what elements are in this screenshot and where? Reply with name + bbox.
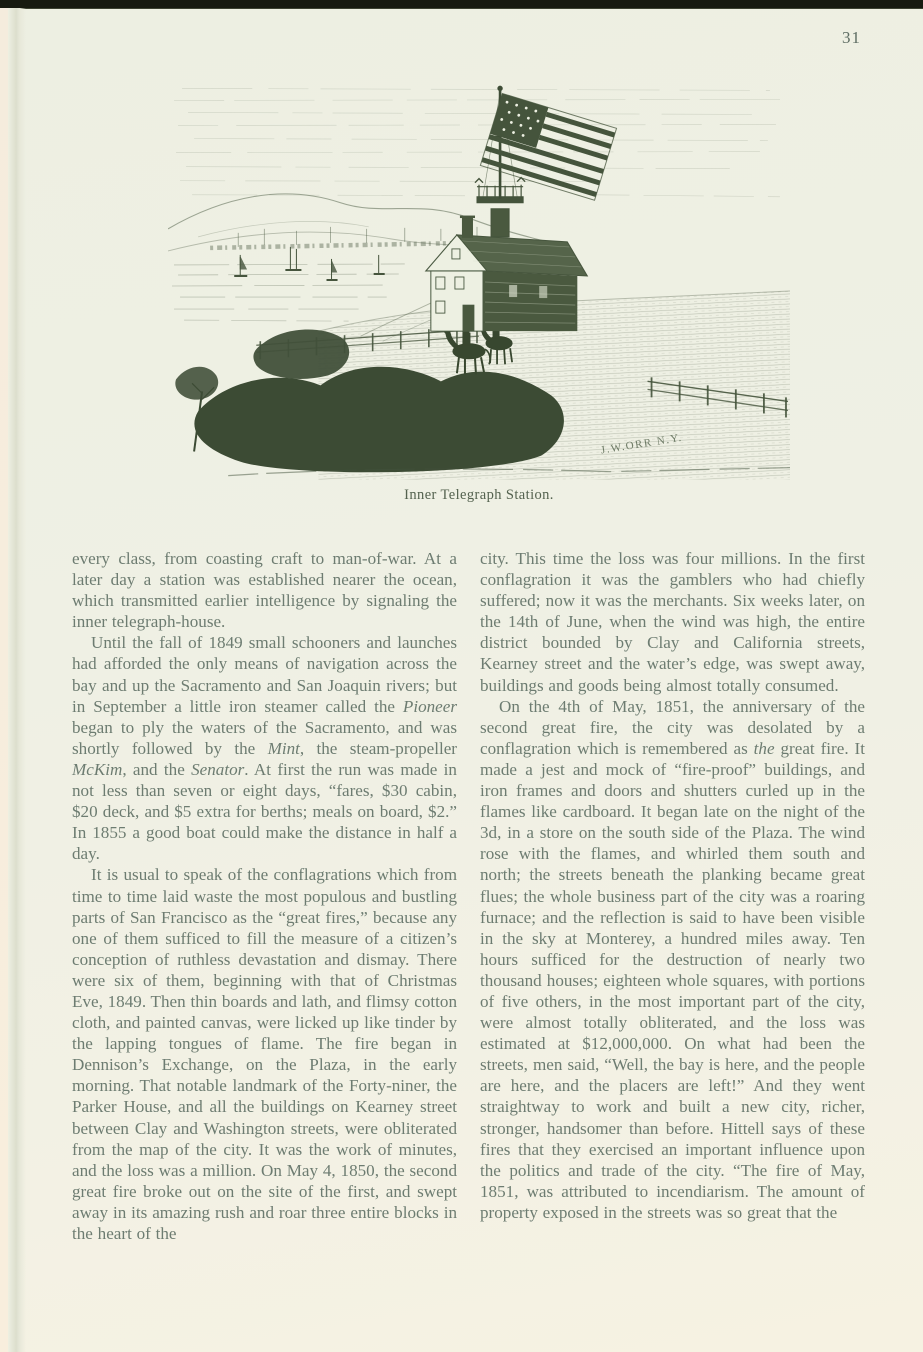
bay-water: [172, 264, 405, 321]
paragraph: It is usual to speak of the conflagrations which from time to time laid waste the most populous and bustling parts of San Francisco as the “great fires,” because any one of them sufficed to fill the measure of a citizen’s conception of ruthless devastation and dismay. There were six of them, beginning with that of Christmas Eve, 1849. Then thin boards and lath, and flimsy cotton cloth, and painted canvas, were licked up like tinder by the lapping tongues of flame. The fire began in Dennison’s Exchange, on the Plaza, in the early morning. That notable landmark of the Forty-niner, the Parker House, and all the buildings on Kearney street between Clay and Washington streets, were obliterated from the map of the city. It was the work of minutes, and the loss was a million. On May 4, 1850, the second great fire broke out on the site of the first, and swept away in its amazing rush and roar three entire blocks in the heart of the: [72, 865, 457, 1243]
engraving-svg: [168, 78, 790, 480]
figure-caption: Inner Telegraph Station.: [404, 487, 554, 503]
text-columns: [72, 548, 865, 1244]
sailing-ships: [234, 247, 384, 280]
page-left-edge: [0, 8, 8, 1352]
page-gutter-shadow: [8, 8, 26, 1352]
page-number: 31: [842, 28, 861, 47]
engraver-signature: J.W.ORR N.Y.: [599, 431, 684, 457]
right-column: [480, 548, 865, 1244]
paragraph: every class, from coasting craft to man-of-war. At a later day a station was established nearer the ocean, which transmitted earlier intelligence by signaling the inner telegraph-house.: [72, 549, 457, 632]
paragraph: Until the fall of 1849 small schooners and launches had afforded the only means of navigation across the bay and up the Sacramento and San Joaquin rivers; but in September a little iron steamer called the Pioneer began to ply the waters of the Sacramento, and was shortly followed by the Mint, the steam-propeller McKim, and the Senator. At first the run was made in not less than seven or eight days, “fares, $30 cabin, $20 deck, and $5 extra for berths; meals on board, $2.” In 1855 a good boat could make the distance in half a day.: [72, 633, 457, 864]
left-column: [72, 548, 457, 1244]
paragraph: On the 4th of May, 1851, the anniversary of the second great fire, the city was desolated by a conflagration which is remembered as the great fire. It made a jest and mock of “fire-proof” buildings, and iron frames and doors and shutters curled up in the flames like cardboard. It began late on the night of the 3d, in a store on the south side of the Plaza. The wind rose with the flames, and whirled them south and north; the streets beneath the planking became great flues; the whole business part of the city was a roaring furnace; and the reflection is said to have been visible in the sky at Monterey, a hundred miles away. Ten hours sufficed for the destruction of nearly two thousand houses; eighteen whole squares, with portions of five others, in the most important part of the city, were almost totally obliterated, and the loss was estimated at $12,000,000. On what had been the streets, men said, “Well, the bay is here, and the people are here, and the placers are left!” And they went straightway to work and built a new city, richer, stronger, handsomer than before. Hittell says of these fires that they exercised an important influence upon the politics and trade of the city. “The fire of May, 1851, was attributed to incendiarism. The amount of property exposed in the streets was so great that the: [480, 696, 865, 1222]
paragraph: city. This time the loss was four millions. In the first conflagration it was the gamblers who had chiefly suffered; now it was the merchants. Six weeks later, on the 14th of June, when the wind was high, the entire district bounded by Clay and California streets, Kearney street and the water’s edge, was swept away, buildings and goods being almost totally consumed.: [480, 549, 865, 695]
scan-edge-top: [0, 0, 923, 9]
engraving-figure: [168, 78, 790, 480]
